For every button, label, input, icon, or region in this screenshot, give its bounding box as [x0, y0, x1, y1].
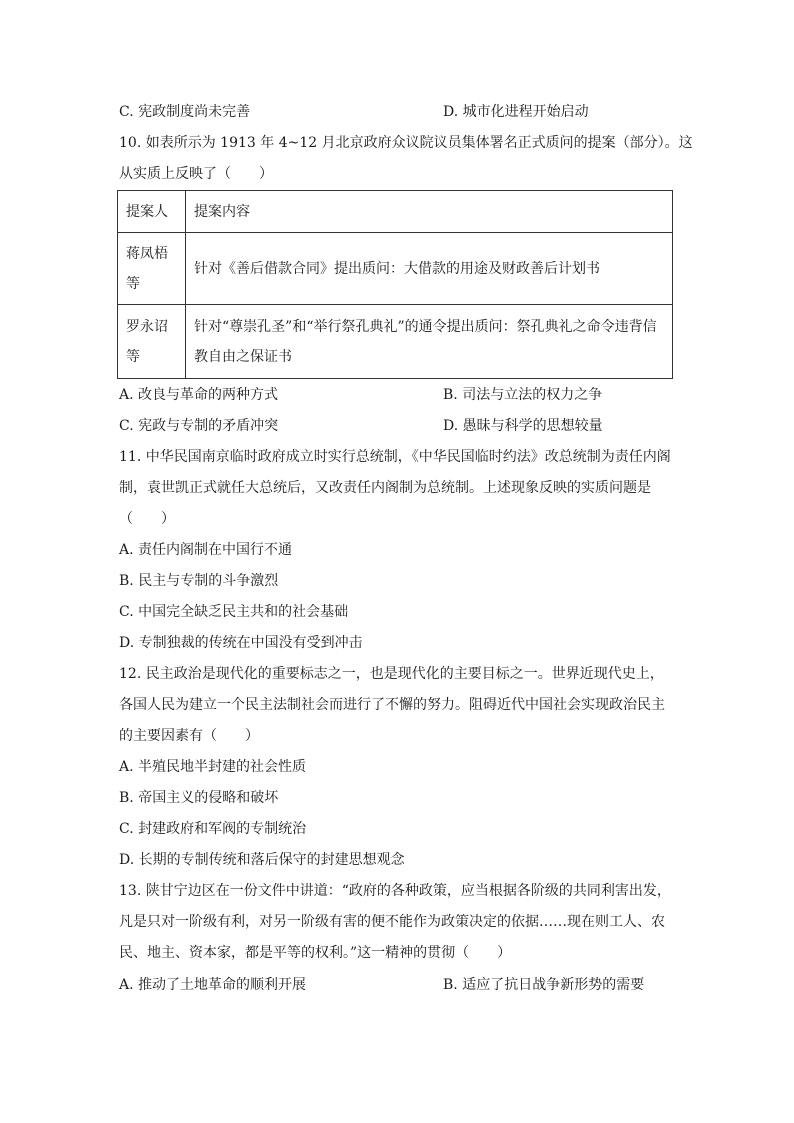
question-11-option-b: B. 民主与专制的斗争激烈 — [119, 573, 279, 589]
cell-proposer — [118, 305, 186, 379]
header-content: 提案内容 — [186, 191, 673, 233]
question-10-option-c: C. 宪政与专制的矛盾冲突 — [119, 418, 279, 434]
proposer-line: 罗永诏 — [126, 318, 168, 335]
question-11-option-d: D. 专制独裁的传统在中国没有受到冲击 — [119, 635, 363, 651]
question-12-stem-line3: 的主要因素有（ ） — [119, 728, 259, 744]
question-13-stem-line1: 13. 陕甘宁边区在一份文件中讲道：“政府的各种政策，应当根据各阶级的共同利害出发， — [119, 883, 671, 899]
question-10-stem-line2: 从实质上反映了（ ） — [119, 166, 273, 182]
question-13-option-a: A. 推动了土地革命的顺利开展 — [119, 977, 307, 993]
question-11-stem-line1: 11. 中华民国南京临时政府成立时实行总统制，《中华民国临时约法》改总统制为责任内阁 — [119, 449, 671, 465]
proposer-line: 等 — [126, 348, 140, 365]
table-row — [118, 305, 673, 379]
proposer-line: 等 — [126, 275, 140, 292]
content-line: 教自由之保证书 — [194, 348, 292, 365]
option-d-prev: D. 城市化进程开始启动 — [443, 104, 589, 120]
content-line: 针对《善后借款合同》提出质问：大借款的用途及财政善后计划书 — [194, 260, 600, 277]
question-11-stem-line3: （ ） — [119, 511, 175, 527]
question-11-stem-line2: 制，袁世凯正式就任大总统后，又改责任内阁制为总统制。上述现象反映的实质问题是 — [119, 480, 651, 496]
proposal-table — [117, 190, 673, 379]
question-12-stem-line2: 各国人民为建立一个民主法制社会而进行了不懈的努力。阻碍近代中国社会实现政治民主 — [119, 697, 665, 713]
question-11-option-a: A. 责任内阁制在中国行不通 — [119, 542, 293, 558]
question-11-option-c: C. 中国完全缺乏民主共和的社会基础 — [119, 604, 349, 620]
header-proposer: 提案人 — [118, 191, 186, 233]
question-10-option-b: B. 司法与立法的权力之争 — [443, 387, 603, 403]
option-c-prev: C. 宪政制度尚未完善 — [119, 104, 251, 120]
question-13-option-b: B. 适应了抗日战争新形势的需要 — [443, 977, 645, 993]
question-10-option-d: D. 愚昧与科学的思想较量 — [443, 418, 603, 434]
table-header-row — [118, 191, 673, 233]
question-12-option-a: A. 半殖民地半封建的社会性质 — [119, 759, 307, 775]
question-12-option-b: B. 帝国主义的侵略和破坏 — [119, 790, 279, 806]
question-10-stem-line1: 10. 如表所示为 1913 年 4~12 月北京政府众议院议员集体署名正式质问的提案（部分）。这 — [119, 135, 693, 151]
question-13-stem-line2: 凡是只对一阶级有利，对另一阶级有害的便不能作为政策决定的依据……现在则工人、农 — [119, 914, 665, 930]
cell-content — [186, 233, 673, 305]
cell-content — [186, 305, 673, 379]
question-12-option-d: D. 长期的专制传统和落后保守的封建思想观念 — [119, 852, 405, 868]
question-13-stem-line3: 民、地主、资本家，都是平等的权利。”这一精神的贯彻（ ） — [119, 945, 512, 961]
question-10-option-a: A. 改良与革命的两种方式 — [119, 387, 279, 403]
proposer-line: 蒋凤梧 — [126, 245, 168, 262]
content-line: 针对“尊崇孔圣”和“举行祭孔典礼”的通令提出质问：祭孔典礼之命令违背信 — [194, 318, 657, 335]
question-12-option-c: C. 封建政府和军阀的专制统治 — [119, 821, 307, 837]
table-row — [118, 233, 673, 305]
cell-proposer — [118, 233, 186, 305]
question-12-stem-line1: 12. 民主政治是现代化的重要标志之一，也是现代化的主要目标之一。世界近现代史上， — [119, 666, 664, 682]
